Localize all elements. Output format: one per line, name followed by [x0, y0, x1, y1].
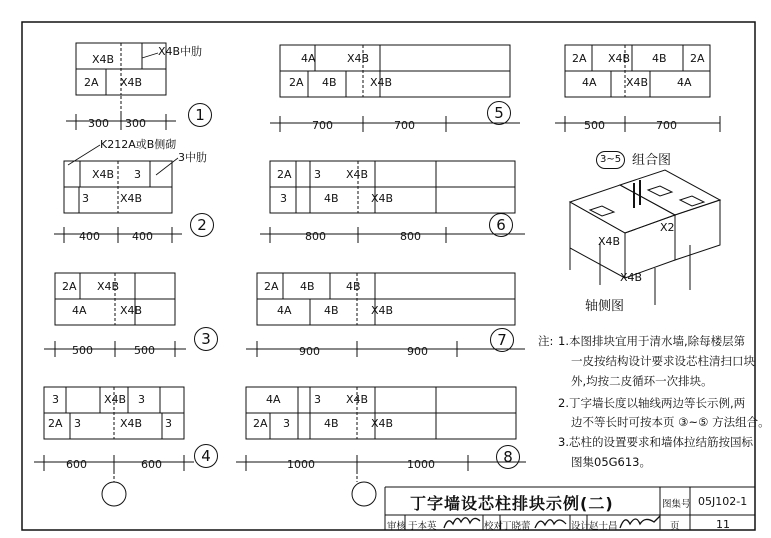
combo-caption: 组合图: [632, 153, 672, 168]
note-line: 边不等长时可按本页 ③~⑤ 方法组合。: [571, 415, 770, 429]
block-label: 4A: [266, 393, 281, 406]
checker-label: 校对: [484, 521, 504, 532]
block-label: X4B: [371, 417, 394, 430]
diagram-number: 7: [490, 328, 514, 352]
dimension-label: 500: [584, 119, 605, 132]
block-label: 4A: [301, 52, 316, 65]
axon-caption: 轴侧图: [585, 299, 625, 314]
callout-label: X4B中肋: [158, 45, 203, 58]
block-label: 3: [280, 192, 287, 205]
axon-label: X4B: [598, 235, 621, 248]
dimension-label: 800: [305, 230, 326, 243]
block-label: 2A: [84, 76, 99, 89]
dimension-label: 500: [72, 344, 93, 357]
drawing-title: 丁字墙设芯柱排块示例(二): [410, 494, 614, 513]
dimension-label: 300: [88, 117, 109, 130]
reviewer-label: 审核: [387, 521, 407, 532]
dimension-label: 500: [134, 344, 155, 357]
block-label: X4B: [626, 76, 649, 89]
axonometric-drawing: [570, 170, 720, 305]
dimension-label: 700: [394, 119, 415, 132]
block-label: X4B: [120, 76, 143, 89]
block-label: 3: [165, 417, 172, 430]
signatures: [444, 516, 660, 528]
dimension-label: 700: [656, 119, 677, 132]
page-number: 11: [716, 518, 730, 531]
block-label: 3: [283, 417, 290, 430]
dimension-label: 400: [132, 230, 153, 243]
block-label: 4B: [300, 280, 315, 293]
callout-label: K212A或B侧砌: [100, 138, 177, 151]
axon-label: X4B: [620, 271, 643, 284]
notes-prefix: 注:: [538, 334, 554, 348]
callout-label: 3中肋: [178, 151, 207, 164]
block-label: 2A: [264, 280, 279, 293]
block-label: 3: [138, 393, 145, 406]
block-label: X4B: [346, 168, 369, 181]
block-label: X4B: [120, 304, 143, 317]
dimension-label: 900: [299, 345, 320, 358]
note-line: 1.本图排块宜用于清水墙,除每楼层第: [558, 334, 746, 348]
dimension-label: 900: [407, 345, 428, 358]
block-label: 4A: [582, 76, 597, 89]
page-label: 页: [670, 521, 680, 532]
block-label: 4B: [324, 417, 339, 430]
block-label: 4A: [72, 304, 87, 317]
block-label: 3: [74, 417, 81, 430]
block-label: X4B: [104, 393, 127, 406]
dimension-label: 300: [125, 117, 146, 130]
block-label: 3: [82, 192, 89, 205]
dimension-label: 600: [66, 458, 87, 471]
block-label: X4B: [120, 417, 143, 430]
diagram-number: 1: [188, 103, 212, 127]
checker-name: 丁晓蕾: [502, 521, 531, 532]
reviewer-name: 于本英: [408, 521, 437, 532]
block-label: X4B: [92, 53, 115, 66]
diagram-number: 2: [190, 213, 214, 237]
block-label: X4B: [370, 76, 393, 89]
dimension-label: 800: [400, 230, 421, 243]
block-label: 4B: [652, 52, 667, 65]
block-label: 2A: [253, 417, 268, 430]
block-label: 2A: [62, 280, 77, 293]
diagram-number: 5: [487, 101, 511, 125]
block-label: 2A: [277, 168, 292, 181]
diagram-number: 4: [194, 444, 218, 468]
diagram-number: 3: [194, 327, 218, 351]
block-label: 2A: [572, 52, 587, 65]
block-label: 3: [134, 168, 141, 181]
block-label: 2A: [289, 76, 304, 89]
block-label: 3: [314, 168, 321, 181]
atlas-label: 图集号: [662, 499, 691, 510]
diagram-2-blocks: [54, 145, 182, 243]
dimension-label: 1000: [287, 458, 315, 471]
diagram-number: 6: [489, 213, 513, 237]
block-label: 3: [52, 393, 59, 406]
block-label: 4B: [324, 192, 339, 205]
diagram-number: 8: [496, 445, 520, 469]
note-line: 外,均按二皮循环一次排块。: [571, 374, 713, 388]
block-label: X4B: [92, 168, 115, 181]
block-label: X4B: [346, 393, 369, 406]
dimension-label: 700: [312, 119, 333, 132]
axon-label: X2: [660, 221, 675, 234]
block-label: 3: [314, 393, 321, 406]
block-label: X4B: [371, 304, 394, 317]
block-label: X4B: [371, 192, 394, 205]
note-line: 图集05G613。: [571, 455, 651, 469]
note-line: 一皮按结构设计要求设芯柱清扫口块: [571, 354, 755, 368]
designer-name: 赵士昌: [589, 521, 618, 532]
block-label: 4B: [322, 76, 337, 89]
block-label: 2A: [48, 417, 63, 430]
block-label: X4B: [97, 280, 120, 293]
dimension-label: 1000: [407, 458, 435, 471]
dimension-label: 600: [141, 458, 162, 471]
note-line: 2.丁字墙长度以轴线两边等长示例,两: [558, 396, 746, 410]
dimension-label: 400: [79, 230, 100, 243]
block-label: 2A: [690, 52, 705, 65]
block-label: 4B: [324, 304, 339, 317]
atlas-number: 05J102-1: [698, 495, 748, 508]
block-label: X4B: [347, 52, 370, 65]
block-label: 4A: [277, 304, 292, 317]
block-label: 4B: [346, 280, 361, 293]
block-label: 4A: [677, 76, 692, 89]
note-line: 3.芯柱的设置要求和墙体拉结筋按国标: [558, 435, 753, 449]
block-label: X4B: [608, 52, 631, 65]
designer-label: 设计: [571, 521, 591, 532]
block-label: X4B: [120, 192, 143, 205]
combo-caption-number: 3~5: [596, 151, 625, 169]
